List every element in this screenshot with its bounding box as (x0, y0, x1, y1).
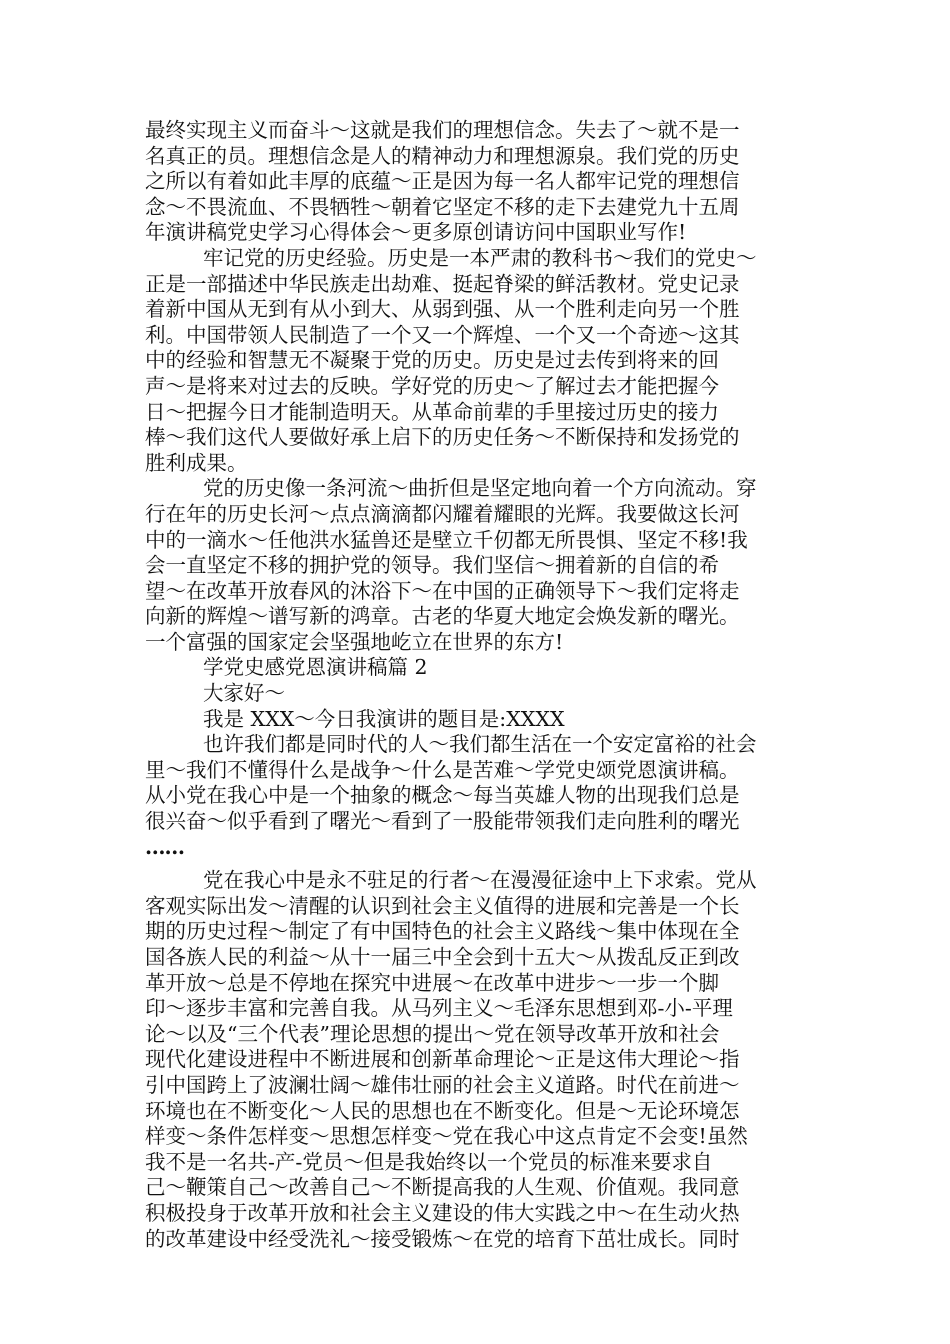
paragraph-gap (145, 860, 810, 868)
text-line: 胜利成果。 (145, 450, 248, 475)
text-line: 现代化建设进程中不断进展和创新革命理论～正是这伟大理论～指 (145, 1047, 740, 1072)
text-line: 革开放～总是不停地在探究中进展～在改革中进步～一步一个脚 (145, 970, 719, 995)
text-line: 行在年的历史长河～点点滴滴都闪耀着耀眼的光辉。我要做这长河 (145, 501, 740, 526)
text-line: 一个富强的国家定会坚强地屹立在世界的东方! (145, 629, 564, 654)
text-line: 论～以及“三个代表”理论思想的提出～党在领导改革开放和社会 (145, 1021, 720, 1046)
text-line: 里～我们不懂得什么是战争～什么是苦难～学党史颂党恩演讲稿。 (145, 757, 740, 782)
text-line: 党在我心中是永不驻足的行者～在漫漫征途中上下求索。党从 (203, 868, 757, 893)
text-line: 着新中国从无到有从小到大、从弱到强、从一个胜利走向另一个胜 (145, 297, 740, 322)
text-line: 环境也在不断变化～人民的思想也在不断变化。但是～无论环境怎 (145, 1098, 740, 1123)
section-heading: 学党史感党恩演讲稿篇 2 (203, 655, 428, 680)
text-line: 从小党在我心中是一个抽象的概念～每当英雄人物的出现我们总是 (145, 783, 740, 808)
text-line: 中的一滴水～任他洪水猛兽还是壁立千仞都无所畏惧、坚定不移!我 (145, 527, 748, 552)
text-line: 念～不畏流血、不畏牺牲～朝着它坚定不移的走下去建党九十五周 (145, 194, 740, 219)
text-line: 期的历史过程～制定了有中国特色的社会主义路线～集中体现在全 (145, 919, 740, 944)
text-line: 日～把握今日才能制造明天。从革命前辈的手里接过历史的接力 (145, 399, 719, 424)
paragraph-3 (145, 476, 810, 655)
document-page (145, 118, 810, 1252)
text-line: 利。中国带领人民制造了一个又一个辉煌、一个又一个奇迹～这其 (145, 322, 740, 347)
text-line: 向新的辉煌～谱写新的鸿章。古老的华夏大地定会焕发新的曙光。 (145, 604, 740, 629)
text-line: 名真正的员。理想信念是人的精神动力和理想源泉。我们党的历史 (145, 143, 740, 168)
text-line: 己～鞭策自己～改善自己～不断提高我的人生观、价值观。我同意 (145, 1175, 740, 1200)
text-line: 我不是一名共-产-党员～但是我始终以一个党员的标准来要求自 (145, 1149, 713, 1174)
text-line: 很兴奋～似乎看到了曙光～看到了一股能带领我们走向胜利的曙光 (145, 809, 740, 834)
text-line: 也许我们都是同时代的人～我们都生活在一个安定富裕的社会 (203, 732, 757, 757)
text-line: 样变～条件怎样变～思想怎样变～党在我心中这点肯定不会变!虽然 (145, 1124, 748, 1149)
paragraph-4 (145, 732, 810, 860)
text-line: 党的历史像一条河流～曲折但是坚定地向着一个方向流动。穿 (203, 476, 757, 501)
paragraph-5 (145, 868, 810, 1252)
text-line: 会一直坚定不移的拥护党的领导。我们坚信～拥着新的自信的希 (145, 553, 719, 578)
text-line: 望～在改革开放春风的沐浴下～在中国的正确领导下～我们定将走 (145, 578, 740, 603)
text-line: 正是一部描述中华民族走出劫难、挺起脊梁的鲜活教材。党史记录 (145, 271, 740, 296)
text-line: 最终实现主义而奋斗～这就是我们的理想信念。失去了～就不是一 (145, 118, 740, 142)
text-line: 国各族人民的利益～从十一届三中全会到十五大～从拨乱反正到改 (145, 945, 740, 969)
text-line: 积极投身于改革开放和社会主义建设的伟大实践之中～在生动火热 (145, 1200, 740, 1225)
intro-line: 我是 XXX～今日我演讲的题目是:XXXX (203, 706, 565, 731)
text-line: 牢记党的历史经验。历史是一本严肃的教科书～我们的党史～ (203, 245, 757, 270)
text-line: 引中国跨上了波澜壮阔～雄伟壮丽的社会主义道路。时代在前进～ (145, 1072, 740, 1097)
text-line: 印～逐步丰富和完善自我。从马列主义～毛泽东思想到邓-小-平理 (145, 996, 733, 1021)
text-line: 客观实际出发～清醒的认识到社会主义值得的进展和完善是一个长 (145, 893, 740, 918)
text-line: 年演讲稿党史学习心得体会～更多原创请访问中国职业写作! (145, 220, 687, 245)
paragraph-2 (145, 246, 810, 476)
text-line: 棒～我们这代人要做好承上启下的历史任务～不断保持和发扬党的 (145, 425, 740, 450)
text-line: 之所以有着如此丰厚的底蕴～正是因为每一名人都牢记党的理想信 (145, 169, 740, 194)
paragraph-1 (145, 118, 810, 246)
text-line: 中的经验和智慧无不凝聚于党的历史。历史是过去传到将来的回 (145, 348, 719, 373)
ellipsis-line: …… (145, 834, 184, 859)
text-line: 的改革建设中经受洗礼～接受锻炼～在党的培育下茁壮成长。同时 (145, 1226, 740, 1251)
greeting-line: 大家好～ (203, 681, 285, 706)
text-line: 声～是将来对过去的反映。学好党的历史～了解过去才能把握今 (145, 373, 719, 398)
